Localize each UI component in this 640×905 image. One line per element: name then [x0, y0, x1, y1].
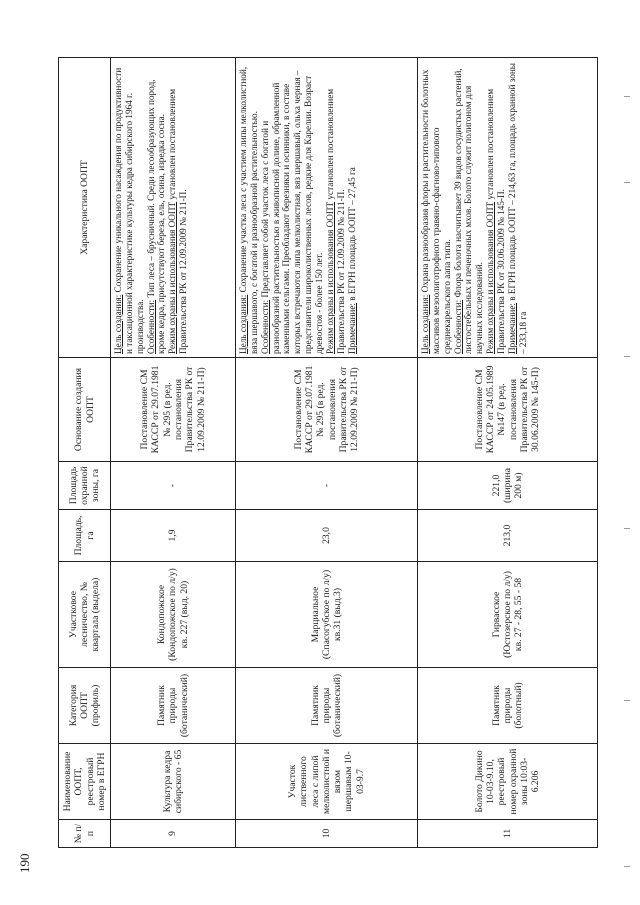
cell-basis: Постановление СМ КАССР от 29.07.1981 № 295 (в ред. постановления Правительства РК от 12.09.2009 № 211-П) — [111, 358, 236, 462]
desc-label: Режим охраны и использования ООПТ — [167, 201, 178, 354]
cell-name: Болото Дикино 10-03-9.10, реестровый номер охранной зоны 10:03-6.206 — [418, 744, 598, 820]
desc-label: Примечание: — [506, 303, 517, 354]
desc-text: Охрана разнообразия флоры и растительности болотных массивов мезоолиготрофного травяно-сфагново-типового среднекарельского аапа типа. — [420, 69, 452, 354]
cell-num: 11 — [418, 820, 598, 848]
header-buffer: Площадь охранной зоны, га — [59, 462, 111, 510]
header-name: Наименование ООПТ, реестровый номер в ЕГРН — [59, 744, 111, 820]
cell-characteristic — [236, 58, 418, 358]
desc-label: Цель создания: — [113, 294, 123, 354]
scan-mark — [624, 356, 630, 357]
cell-category: Памятник природы (болотный) — [418, 668, 598, 744]
cell-name: Культура кедра сибирского - 65 — [111, 744, 236, 820]
desc-label: Режим охраны и использования ООПТ — [324, 201, 335, 354]
desc-label: Особенности: — [452, 299, 463, 354]
header-area: Площадь, га — [59, 510, 111, 562]
desc-label: Примечание: — [346, 303, 357, 354]
cell-area: 213,0 — [418, 510, 598, 562]
desc-text: Представляет собой участок леса с богатой и разнообразной растительностью в живописной долине, обрамленной каменными сельгами. Преобладают березняки и осинники, в составе которых встречаются липа мелколистная, вяз шершавый, ольха черная – представители широколиственных лесов, редкие для Карелии. Возраст древостоя - более 150 лет. — [259, 70, 325, 354]
header-forestry: Участковое лесничество, № квартала (выдела) — [59, 562, 111, 668]
desc-text: установлен постановлением Правительства РК от 30.06.2009 № 145-П. — [485, 88, 507, 354]
cell-basis: Постановление СМ КАССР от 29.07.1981 № 295 (в ред. постановления Правительства РК от 12.09.2009 № 211-П) — [236, 358, 418, 462]
cell-characteristic — [111, 58, 236, 358]
desc-text: в ЕГРН площадь ООПТ – 27,45 га — [346, 167, 357, 304]
cell-forestry: Марциальное (Спасогубское по л/у) кв.31 (выд.3) — [236, 562, 418, 668]
desc-text: Сохранение участка леса с участием липы мелколистной, вяза шершавого, с богатой и разнообразной растительностью. — [238, 66, 259, 354]
protected-areas-table — [58, 57, 598, 848]
desc-text: установлен постановлением Правительства РК от 12.09.2009 № 211-П. — [167, 88, 189, 354]
cell-area: 23,0 — [236, 510, 418, 562]
cell-buffer: 221,0 (ширина 200 м) — [418, 462, 598, 510]
desc-text: Сохранение уникального насаждения по продуктивности и таксационной характеристике культуры кедра сибирского 1964 г. производства. — [113, 67, 145, 354]
scan-mark — [624, 866, 630, 867]
cell-category: Памятник природы (ботанический) — [236, 668, 418, 744]
rotated-table-container — [58, 58, 598, 848]
table-row — [111, 58, 236, 848]
desc-label: Цель создания: — [420, 294, 430, 354]
desc-label: Особенности: — [259, 299, 270, 354]
header-category: Категория ООПТ (профиль) — [59, 668, 111, 744]
cell-characteristic — [418, 58, 598, 358]
cell-name: Участок лиственного леса с липой мелколистной и вязом шершавым 10-03-9.7 — [236, 744, 418, 820]
table-row — [236, 58, 418, 848]
cell-forestry: Кондопожское (Кондопожское по л/у) кв. 227 (выд. 20) — [111, 562, 236, 668]
page-number: 190 — [17, 853, 32, 873]
cell-buffer: - — [111, 462, 236, 510]
cell-forestry: Гирвасское (Юстозерское по л/у) кв. 27 - 28, 55 - 58 — [418, 562, 598, 668]
desc-label: Особенности: — [145, 299, 156, 354]
header-num: № п/п — [59, 820, 111, 848]
scan-mark — [624, 528, 630, 529]
cell-num: 10 — [236, 820, 418, 848]
desc-text: Тип леса – брусничный. Среди лесообразующих пород, кроме кедра, присутствуют береза, ель, осина, изредка сосна. — [145, 79, 167, 354]
desc-text: в ЕГРН площадь ООПТ – 214,63 га, площадь охранной зоны – 233,18 га — [506, 63, 528, 354]
desc-label: Цель создания: — [238, 294, 248, 354]
scan-mark — [624, 182, 630, 183]
scan-mark — [624, 700, 630, 701]
scan-mark — [624, 96, 630, 97]
desc-label: Режим охраны и использования ООПТ — [485, 201, 496, 354]
desc-text: Флора болота насчитывает 39 видов сосудистых растений, листостебельных и печеночных мхов. Болото служит полигоном для научных исследований. — [452, 68, 485, 354]
cell-category: Памятник природы (ботанический) — [111, 668, 236, 744]
header-characteristic: Характеристика ООПТ — [59, 58, 111, 358]
cell-basis: Постановление СМ КАССР от 24.05.1989 №147 (в ред. постановления Правительства РК от 30.06.2009 № 145-П) — [418, 358, 598, 462]
table-row — [418, 58, 598, 848]
cell-area: 1,9 — [111, 510, 236, 562]
desc-text: установлен постановлением Правительства РК от 12.09.2009 № 211-П. — [324, 88, 346, 354]
header-basis: Основание создания ООПТ — [59, 358, 111, 462]
cell-buffer: - — [236, 462, 418, 510]
table-header-row — [59, 58, 111, 848]
cell-num: 9 — [111, 820, 236, 848]
